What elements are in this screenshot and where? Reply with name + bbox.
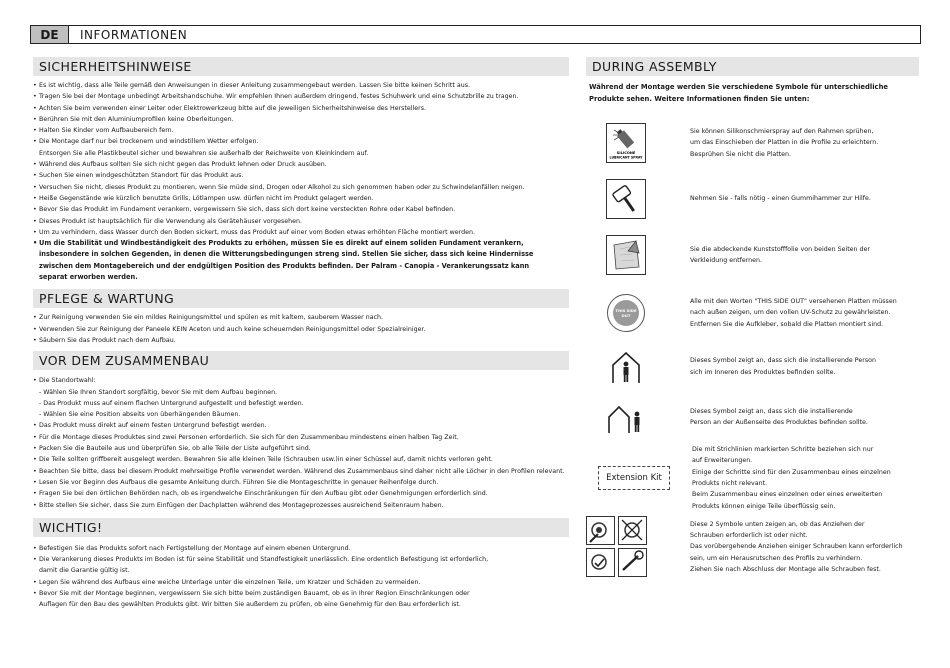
symbol-row-person-inside: [586, 341, 919, 392]
safety-list: [33, 80, 569, 283]
symbol-row-extension-kit: [586, 442, 919, 514]
list-item: • Beachten Sie bitte, dass bei diesem Produkt mehrseitige Profile verwendet werden. Während des Zusammenbaus sind daher nicht alle Löcher in den Profilen relevant.: [33, 466, 569, 477]
bold-notice-line: zwischen dem Montagebereich und der endgültigen Position des Produkts befinden. Der Palram - Canopia - Verankerungssatz kann: [39, 261, 530, 270]
list-item: • Die Teile sollten griffbereit ausgelegt werden. Bewahren Sie alle kleinen Teile (Schrauben usw.)in einer Schüssel auf, damit nichts verloren geht.: [33, 454, 569, 465]
list-item: • Legen Sie während des Aufbaus eine weiche Unterlage unter die einzelnen Teile, um Kratzer und Schäden zu vermeiden.: [33, 577, 569, 588]
list-item: • Bitte stellen Sie sicher, dass Sie zum Einfügen der Dachplatten während des Montageprozesses ausreichend Seitenraum haben.: [33, 500, 569, 511]
page-title: INFORMATIONEN: [80, 27, 188, 42]
peel-film-icon: [606, 235, 646, 275]
symbol-description: Dieses Symbol zeigt an, dass sich die installierende Person sich im Inneren des Produktes befinden sollte.: [690, 357, 876, 376]
person-outside-icon: [606, 397, 646, 437]
list-item: • Tragen Sie bei der Montage unbedingt Arbeitshandschuhe. Wir empfehlen Ihnen außerdem dringend, festes Schuhwerk und eine Schutzbrille zu tragen.: [33, 91, 569, 102]
symbol-row-mallet: [586, 173, 919, 225]
symbol-description: Sie können Silikonschmierspray auf den Rahmen sprühen, um das Einschieben der Platten in die Profile zu erleichtern. Besprühen Sie nicht die Platten.: [690, 128, 879, 158]
list-item: • Dieses Produkt ist hauptsächlich für die Verwendung als Gerätehäuser vorgesehen.: [33, 216, 569, 227]
important-list: [33, 543, 569, 611]
svg-text:LUBRICANT SPRAY: LUBRICANT SPRAY: [609, 155, 643, 160]
list-item: • Bevor Sie mit der Montage beginnen, vergewissern Sie sich bitte beim zuständigen Bauamt, ob es in Ihrer Region Einschränkungen oder: [33, 588, 569, 599]
list-item: • Suchen Sie einen windgeschützten Standort für das Produkt aus.: [33, 170, 569, 181]
care-list: [33, 312, 569, 346]
symbol-description: Diese 2 Symbole unten zeigen an, ob das Anziehen der Schrauben erforderlich ist oder nicht. Das vorübergehende Anziehen einiger Schrauben kann erforderlich sein, um ein Herausrutschen des Profils zu verhindern. Ziehen Sie nach Abschluss der Montage alle Schrauben fest.: [690, 520, 903, 573]
list-item: • Packen Sie die Bauteile aus und überprüfen Sie, ob alle Teile der Liste aufgeführt sind.: [33, 443, 569, 454]
list-item: • Die Verankerung dieses Produkts im Boden ist für seine Stabilität und Standfestigkeit unerlässlich. Eine ordentlich Befestigung ist erforderlich,: [33, 554, 569, 565]
section-title-care: PFLEGE & WARTUNG: [33, 289, 569, 308]
symbol-row-person-outside: [586, 392, 919, 442]
svg-text:OUT: OUT: [621, 313, 631, 318]
right-column: [586, 57, 919, 580]
list-item: • Säubern Sie das Produkt nach dem Aufbau.: [33, 335, 569, 346]
list-subitem: - Das Produkt muss auf einem flachen Untergrund aufgestellt und befestigt werden.: [39, 399, 304, 407]
svg-text:SILICONE: SILICONE: [616, 151, 636, 155]
symbol-description: Sie die abdeckende Kunststofffolie von beiden Seiten der Verkleidung entfernen.: [690, 245, 870, 264]
list-subitem: - Wählen Sie Ihren Standort sorgfältig, bevor Sie mit dem Aufbau beginnen.: [39, 388, 278, 396]
list-item: • Achten Sie beim verwenden einer Leiter oder Elektrowerkzeug bitte auf die jeweiligen Sicherheitshinweise des Herstellers.: [33, 103, 569, 114]
left-column: [33, 57, 569, 611]
list-item: • Lesen Sie vor Beginn des Aufbaus die gesamte Anleitung durch. Führen Sie die Montageschritte in genauer Reihenfolge durch.: [33, 477, 569, 488]
intro-line: Während der Montage werden Sie verschiedene Symbole für unterschiedliche: [589, 83, 889, 91]
intro-line: Produkte sehen. Weitere Informationen finden Sie unten:: [589, 94, 810, 103]
section-title-important: WICHTIG!: [33, 518, 569, 537]
bold-notice-line: insbesondere in solchen Gegenden, in denen die Witterungsbedingungen streng sind. Stellen Sie sicher, dass sich keine Hindernisse: [39, 250, 534, 259]
list-item: • Um zu verhindern, dass Wasser durch den Boden sickert, muss das Produkt auf einer vom Boden etwas erhöhten Fläche montiert werden.: [33, 227, 569, 238]
list-subitem: - Wählen Sie eine Position abseits von überhängenden Bäumen.: [39, 411, 241, 419]
symbol-row-this-side-out: [586, 285, 919, 341]
rubber-mallet-icon: [606, 179, 646, 219]
symbol-row-film: [586, 225, 919, 285]
symbol-row-silicone: [586, 113, 919, 173]
list-item: Entsorgen Sie alle Plastikbeutel sicher und bewahren sie außerhalb der Reichweite von Kleinkindern auf.: [39, 149, 369, 157]
person-inside-icon: [606, 347, 646, 387]
svg-text:THIS SIDE: THIS SIDE: [615, 308, 637, 313]
bold-notice-line: • Um die Stabilität und Windbeständigkeit des Produkts zu erhöhen, müssen Sie es direkt auf einem soliden Fundament verankern,: [33, 238, 569, 249]
silicone-lubricant-spray-icon: [606, 123, 646, 163]
list-item: • Es ist wichtig, dass alle Teile gemäß den Anweisungen in dieser Anleitung zusammengebaut werden. Lassen Sie bitte keinen Schritt aus.: [33, 80, 569, 91]
list-item: • Versuchen Sie nicht, dieses Produkt zu montieren, wenn Sie müde sind, Drogen oder Alkohol zu sich genommen haben oder zu Schwindelanfällen neigen.: [33, 182, 569, 193]
list-item: Auflagen für den Bau des gewählten Produkts gibt. Wir bitten Sie außerdem zu prüfen, ob eine Genehmig für den Bau erforderlich ist.: [39, 601, 461, 609]
list-item: • Das Produkt muss direkt auf einem festen Untergrund befestigt werden.: [33, 420, 569, 431]
list-item: • Fragen Sie bei den örtlichen Behörden nach, ob es irgendwelche Einschränkungen für den Aufbau gibt oder Genehmigungen erforderlich sind.: [33, 488, 569, 499]
list-item: • Zur Reinigung verwenden Sie ein mildes Reinigungsmittel und spülen es mit kaltem, sauberem Wasser nach.: [33, 312, 569, 323]
list-item: • Für die Montage dieses Produktes sind zwei Personen erforderlich. Sie sich für den Zusammenbau mindestens einen halben Tag Zeit.: [33, 432, 569, 443]
list-item: • Die Montage darf nur bei trockenem und windstillem Wetter erfolgen.: [33, 136, 569, 147]
list-item: • Heiße Gegenstände wie kürzlich benutzte Grills, Lötlampen usw. dürfen nicht im Produkt gelagert werden.: [33, 193, 569, 204]
symbol-description: Nehmen Sie - falls nötig - einen Gummihammer zur Hilfe.: [690, 195, 871, 203]
bold-notice-line: separat erworben werden.: [39, 273, 138, 282]
list-item: • Berühren Sie mit den Aluminiumprofilen keine Oberleitungen.: [33, 114, 569, 125]
screw-tighten-icons: [586, 516, 646, 578]
list-item: • Halten Sie Kinder vom Aufbaubereich fern.: [33, 125, 569, 136]
section-title-safety: SICHERHEITSHINWEISE: [33, 57, 569, 76]
assembly-intro: [589, 82, 919, 105]
this-side-out-icon: [606, 293, 646, 333]
page-header: [30, 25, 921, 44]
list-item: • Befestigen Sie das Produkts sofort nach Fertigstellung der Montage auf einem ebenen Untergrund.: [33, 543, 569, 554]
symbol-description: Alle mit den Worten "THIS SIDE OUT" versehenen Platten müssen nach außen zeigen, um den vollen UV-Schutz zu gewährleisten. Entfernen Sie die Aufkleber, sobald die Platten montiert sind.: [690, 298, 897, 328]
symbol-description: Dieses Symbol zeigt an, dass sich die installierende Person an der Außenseite des Produktes befinden sollte.: [690, 407, 868, 426]
list-item: • Während des Aufbaus sollten Sie sich nicht gegen das Produkt lehnen oder Druck ausüben.: [33, 159, 569, 170]
before-assembly-list: [33, 375, 569, 511]
list-item: • Verwenden Sie zur Reinigung der Paneele KEIN Aceton und auch keine scheuernden Reinigungsmittel oder Spezialreiniger.: [33, 324, 569, 335]
language-badge: DE: [31, 26, 69, 43]
list-item: • Die Standortwahl:: [33, 375, 569, 386]
section-title-before-assembly: VOR DEM ZUSAMMENBAU: [33, 351, 569, 370]
section-title-during-assembly: DURING ASSEMBLY: [586, 57, 919, 76]
symbol-row-screws: [586, 514, 919, 580]
extension-kit-icon: Extension Kit: [598, 466, 670, 490]
list-item: • Bevor Sie das Produkt im Fundament verankern, vergewissern Sie sich, dass sich dort keine versteckten Rohre oder Kabel befinden.: [33, 204, 569, 215]
symbol-description: Die mit Strichlinien markierten Schritte beziehen sich nur auf Erweiterungen. Einige der Schritte sind für den Zusammenbau eines einzelnen Produkts nicht relevant. Beim Zusammenbau eines einzelnen oder eines erweiterten Produkts können einige Teile überflüssig sein.: [692, 446, 891, 510]
list-item: damit die Garantie gültig ist.: [39, 567, 130, 575]
